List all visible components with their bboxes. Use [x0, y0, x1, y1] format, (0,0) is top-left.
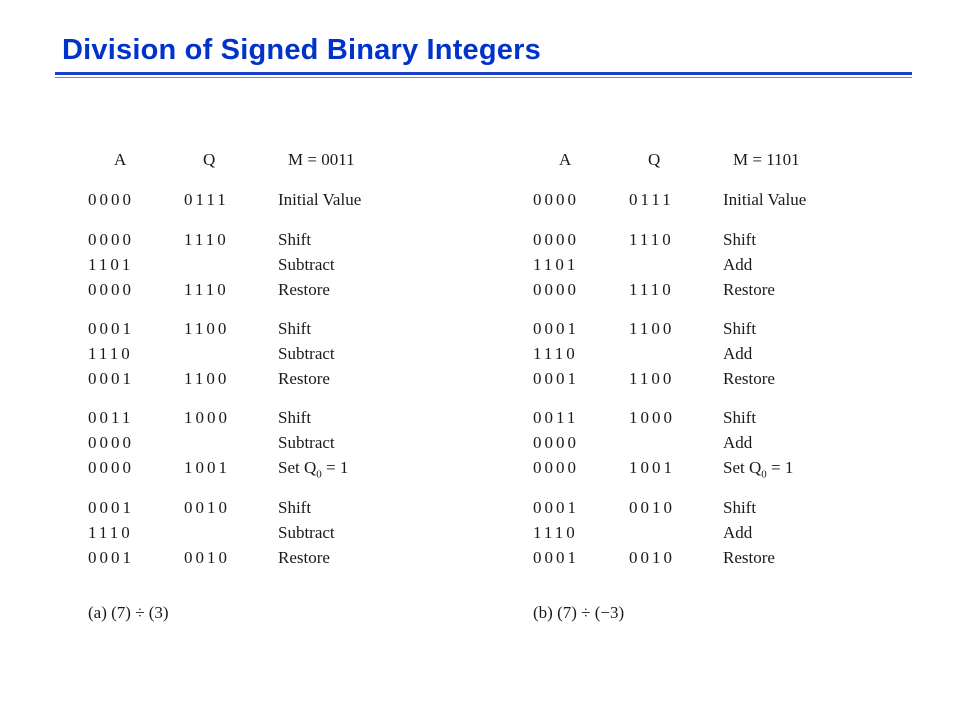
table-row [88, 280, 428, 304]
division-table-a [88, 150, 428, 630]
register-a-value: 0000 [88, 280, 134, 299]
register-q-value: 1100 [184, 369, 230, 388]
header-a: A [559, 150, 572, 169]
table-row [533, 319, 873, 343]
operation-label: Shift [723, 498, 757, 517]
table-row [533, 255, 873, 279]
table-row [533, 190, 873, 214]
register-q-value: 0010 [629, 498, 675, 517]
operation-label: Restore [723, 369, 775, 388]
operation-label: Restore [278, 369, 330, 388]
operation-label: Add [723, 433, 753, 452]
table-caption: (a) (7) ÷ (3) [88, 603, 169, 622]
register-q-value: 0111 [184, 190, 229, 209]
register-a-value: 0000 [88, 230, 134, 249]
table-row [88, 190, 428, 214]
operation-label: Shift [278, 498, 312, 517]
table-row [533, 230, 873, 254]
header-q: Q [648, 150, 661, 169]
operation-label: Subtract [278, 255, 335, 274]
register-a-value: 0011 [88, 408, 134, 427]
operation-label: Restore [278, 280, 330, 299]
table-row [88, 408, 428, 432]
operation-label: Initial Value [278, 190, 362, 209]
operation-label: Add [723, 255, 753, 274]
register-q-value: 0111 [629, 190, 674, 209]
register-q-value: 1001 [184, 458, 230, 477]
register-a-value: 0000 [88, 190, 134, 209]
table-row [533, 344, 873, 368]
register-a-value: 1110 [533, 523, 578, 542]
register-a-value: 0011 [533, 408, 579, 427]
register-q-value: 1100 [629, 319, 675, 338]
title-underline [55, 72, 912, 75]
table-row [533, 458, 873, 482]
operation-label: Shift [278, 408, 312, 427]
table-row [88, 548, 428, 572]
operation-label: Shift [278, 319, 312, 338]
register-q-value: 1110 [184, 230, 229, 249]
register-a-value: 0000 [533, 458, 579, 477]
operation-label: Add [723, 344, 753, 363]
register-a-value: 0000 [533, 190, 579, 209]
register-q-value: 0010 [184, 498, 230, 517]
register-q-value: 1100 [629, 369, 675, 388]
operation-label: Shift [723, 408, 757, 427]
table-row [533, 523, 873, 547]
register-a-value: 0000 [533, 433, 579, 452]
register-a-value: 0001 [533, 498, 579, 517]
register-a-value: 0001 [88, 548, 134, 567]
register-q-value: 1000 [629, 408, 675, 427]
register-a-value: 1110 [533, 344, 578, 363]
table-row [533, 433, 873, 457]
register-a-value: 0000 [88, 433, 134, 452]
register-q-value: 0010 [629, 548, 675, 567]
register-a-value: 1101 [88, 255, 134, 274]
header-m: M = 0011 [288, 150, 355, 169]
division-table-b [533, 150, 873, 630]
title-underline-thin [55, 77, 912, 78]
operation-label: Restore [723, 548, 775, 567]
header-a: A [114, 150, 127, 169]
register-q-value: 1110 [184, 280, 229, 299]
table-caption: (b) (7) ÷ (−3) [533, 603, 625, 622]
register-q-value: 1001 [629, 458, 675, 477]
table-row [88, 498, 428, 522]
register-a-value: 0000 [533, 280, 579, 299]
operation-label: Shift [723, 319, 757, 338]
operation-label: Subtract [278, 523, 335, 542]
table-row [533, 498, 873, 522]
register-a-value: 0001 [533, 319, 579, 338]
table-row [88, 255, 428, 279]
slide-title: Division of Signed Binary Integers [62, 34, 541, 66]
operation-label: Initial Value [723, 190, 807, 209]
table-row [533, 369, 873, 393]
table-row [88, 230, 428, 254]
table-row [88, 523, 428, 547]
register-a-value: 0000 [88, 458, 134, 477]
register-a-value: 0001 [88, 319, 134, 338]
register-a-value: 0000 [533, 230, 579, 249]
register-q-value: 1000 [184, 408, 230, 427]
header-q: Q [203, 150, 216, 169]
operation-label: Shift [723, 230, 757, 249]
operation-label: Add [723, 523, 753, 542]
table-row [88, 458, 428, 482]
operation-label: Shift [278, 230, 312, 249]
operation-label: Restore [723, 280, 775, 299]
operation-label: Set $Q_0 = 1$ [723, 458, 794, 481]
register-q-value: 1110 [629, 230, 674, 249]
operation-label: Subtract [278, 344, 335, 363]
register-q-value: 0010 [184, 548, 230, 567]
table-row [88, 319, 428, 343]
register-a-value: 0001 [88, 369, 134, 388]
table-row [88, 369, 428, 393]
table-row [533, 280, 873, 304]
register-a-value: 1101 [533, 255, 579, 274]
register-a-value: 0001 [533, 369, 579, 388]
operation-label: Set $Q_0 = 1$ [278, 458, 349, 481]
register-a-value: 0001 [533, 548, 579, 567]
table-row [533, 548, 873, 572]
operation-label: Subtract [278, 433, 335, 452]
table-row [533, 408, 873, 432]
register-a-value: 1110 [88, 344, 133, 363]
register-q-value: 1100 [184, 319, 230, 338]
register-q-value: 1110 [629, 280, 674, 299]
table-row [88, 344, 428, 368]
table-row [88, 433, 428, 457]
operation-label: Restore [278, 548, 330, 567]
header-m: M = 1101 [733, 150, 800, 169]
register-a-value: 1110 [88, 523, 133, 542]
register-a-value: 0001 [88, 498, 134, 517]
